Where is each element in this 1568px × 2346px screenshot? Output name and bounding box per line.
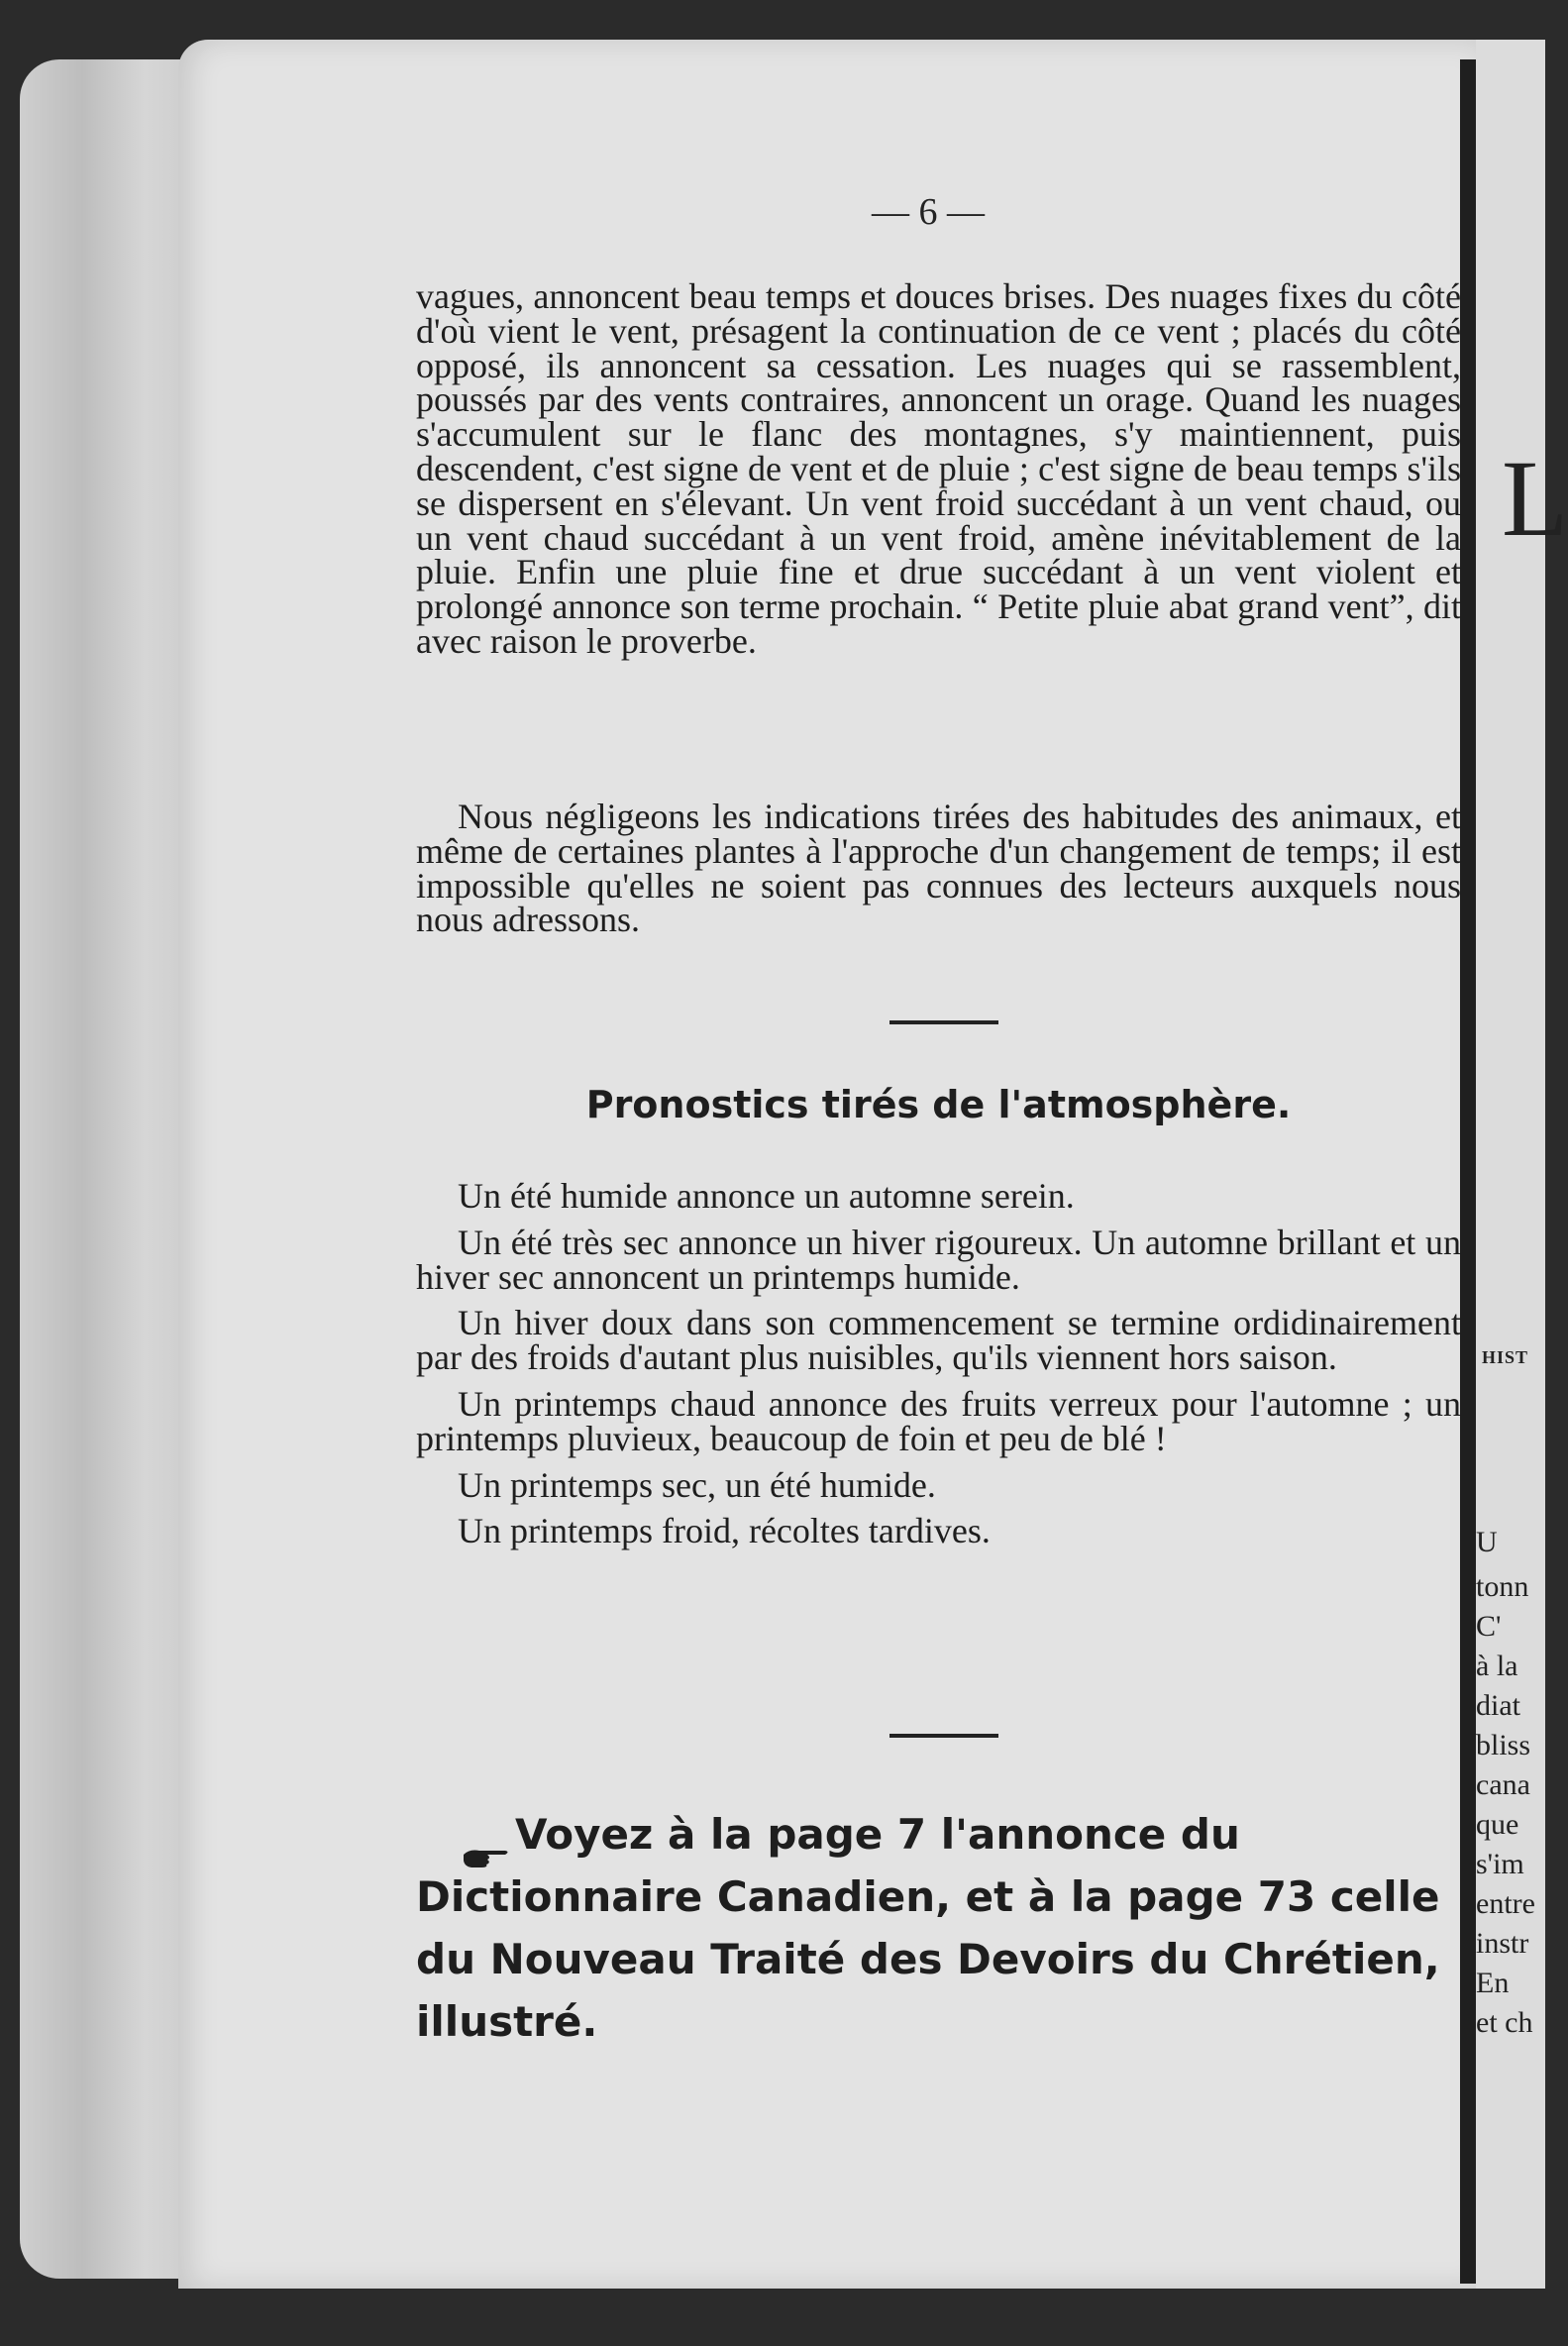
notice-text: Voyez à la page 7 l'annonce du Dictionnaire Canadien, et à la page 73 celle du Nouveau Traité des Devoirs du Chrétien, illustré. bbox=[416, 1810, 1440, 2046]
advertisement-notice bbox=[416, 1803, 1461, 2053]
facing-page-text: que bbox=[1476, 1808, 1519, 1841]
book-gutter bbox=[1460, 59, 1476, 2284]
section-divider bbox=[889, 1734, 998, 1738]
body-paragraph: vagues, annoncent beau temps et douces brises. Des nuages fixes du côté d'où vient le vent, présagent la continuation de ce vent ; placés du côté opposé, ils annoncent sa cessation. Les nuages qui se rassemblent, poussés par des vents contraires, annoncent un orage. Quand les nuages s'accumulent sur le flanc des montagnes, s'y maintiennent, puis descendent, c'est signe de vent et de pluie ; c'est signe de beau temps s'ils se dispersent en s'élevant. Un vent froid succédant à un vent chaud, ou un vent chaud succédant à un vent froid, amène inévitablement de la pluie. Enfin une pluie fine et drue succédant à un vent violent et prolongé annonce son terme prochain. “ Petite pluie abat grand vent”, dit avec raison le proverbe. bbox=[416, 276, 1461, 661]
section-divider bbox=[889, 1020, 998, 1024]
prognostic-item: Un printemps froid, récoltes tardives. bbox=[458, 1511, 991, 1551]
pointing-hand-icon bbox=[462, 1825, 511, 1851]
facing-page-text: U bbox=[1476, 1526, 1498, 1558]
prognostic-item: Un été très sec annonce un hiver rigoureux. Un automne brillant et un hiver sec annoncent un printemps humide. bbox=[416, 1222, 1461, 1297]
prognostics-list bbox=[416, 1176, 1461, 1560]
facing-page-initial: L bbox=[1502, 438, 1568, 559]
facing-page-text: diat bbox=[1476, 1689, 1520, 1722]
facing-page-text: C' bbox=[1476, 1610, 1502, 1643]
prognostic-item: Un printemps sec, un été humide. bbox=[458, 1464, 936, 1505]
scan-border bbox=[0, 2289, 1545, 2346]
facing-page-label: HIST bbox=[1482, 1347, 1529, 1367]
prognostic-item: Un été humide annonce un automne serein. bbox=[458, 1176, 1075, 1216]
facing-page-text: tonn bbox=[1476, 1570, 1529, 1603]
prognostic-item: Un printemps chaud annonce des fruits verreux pour l'automne ; un printemps pluvieux, beaucoup de foin et peu de blé ! bbox=[416, 1383, 1461, 1458]
facing-page-text: à la bbox=[1476, 1650, 1518, 1682]
facing-page-text: s'im bbox=[1476, 1848, 1524, 1880]
facing-page-text: et ch bbox=[1476, 2006, 1533, 2039]
page-number: — 6 — bbox=[872, 191, 985, 233]
facing-page-text: bliss bbox=[1476, 1729, 1531, 1761]
facing-page-text: cana bbox=[1476, 1768, 1530, 1801]
section-heading: Pronostics tirés de l'atmosphère. bbox=[585, 1083, 1292, 1126]
body-paragraph: Nous négligeons les indications tirées des habitudes des animaux, et même de certaines plantes à l'approche d'un changement de temps; il est impossible qu'elles ne soient pas connues des lecteurs auxquels nous nous adressons. bbox=[416, 797, 1461, 940]
facing-page-fragment bbox=[1476, 40, 1568, 2289]
facing-page-text: instr bbox=[1476, 1927, 1529, 1960]
facing-page-text: En bbox=[1476, 1967, 1510, 1999]
facing-page-text: entre bbox=[1476, 1887, 1535, 1920]
prognostic-item: Un hiver doux dans son commencement se termine ordidinairement par des froids d'autant plus nuisibles, qu'ils viennent hors saison. bbox=[416, 1303, 1461, 1378]
